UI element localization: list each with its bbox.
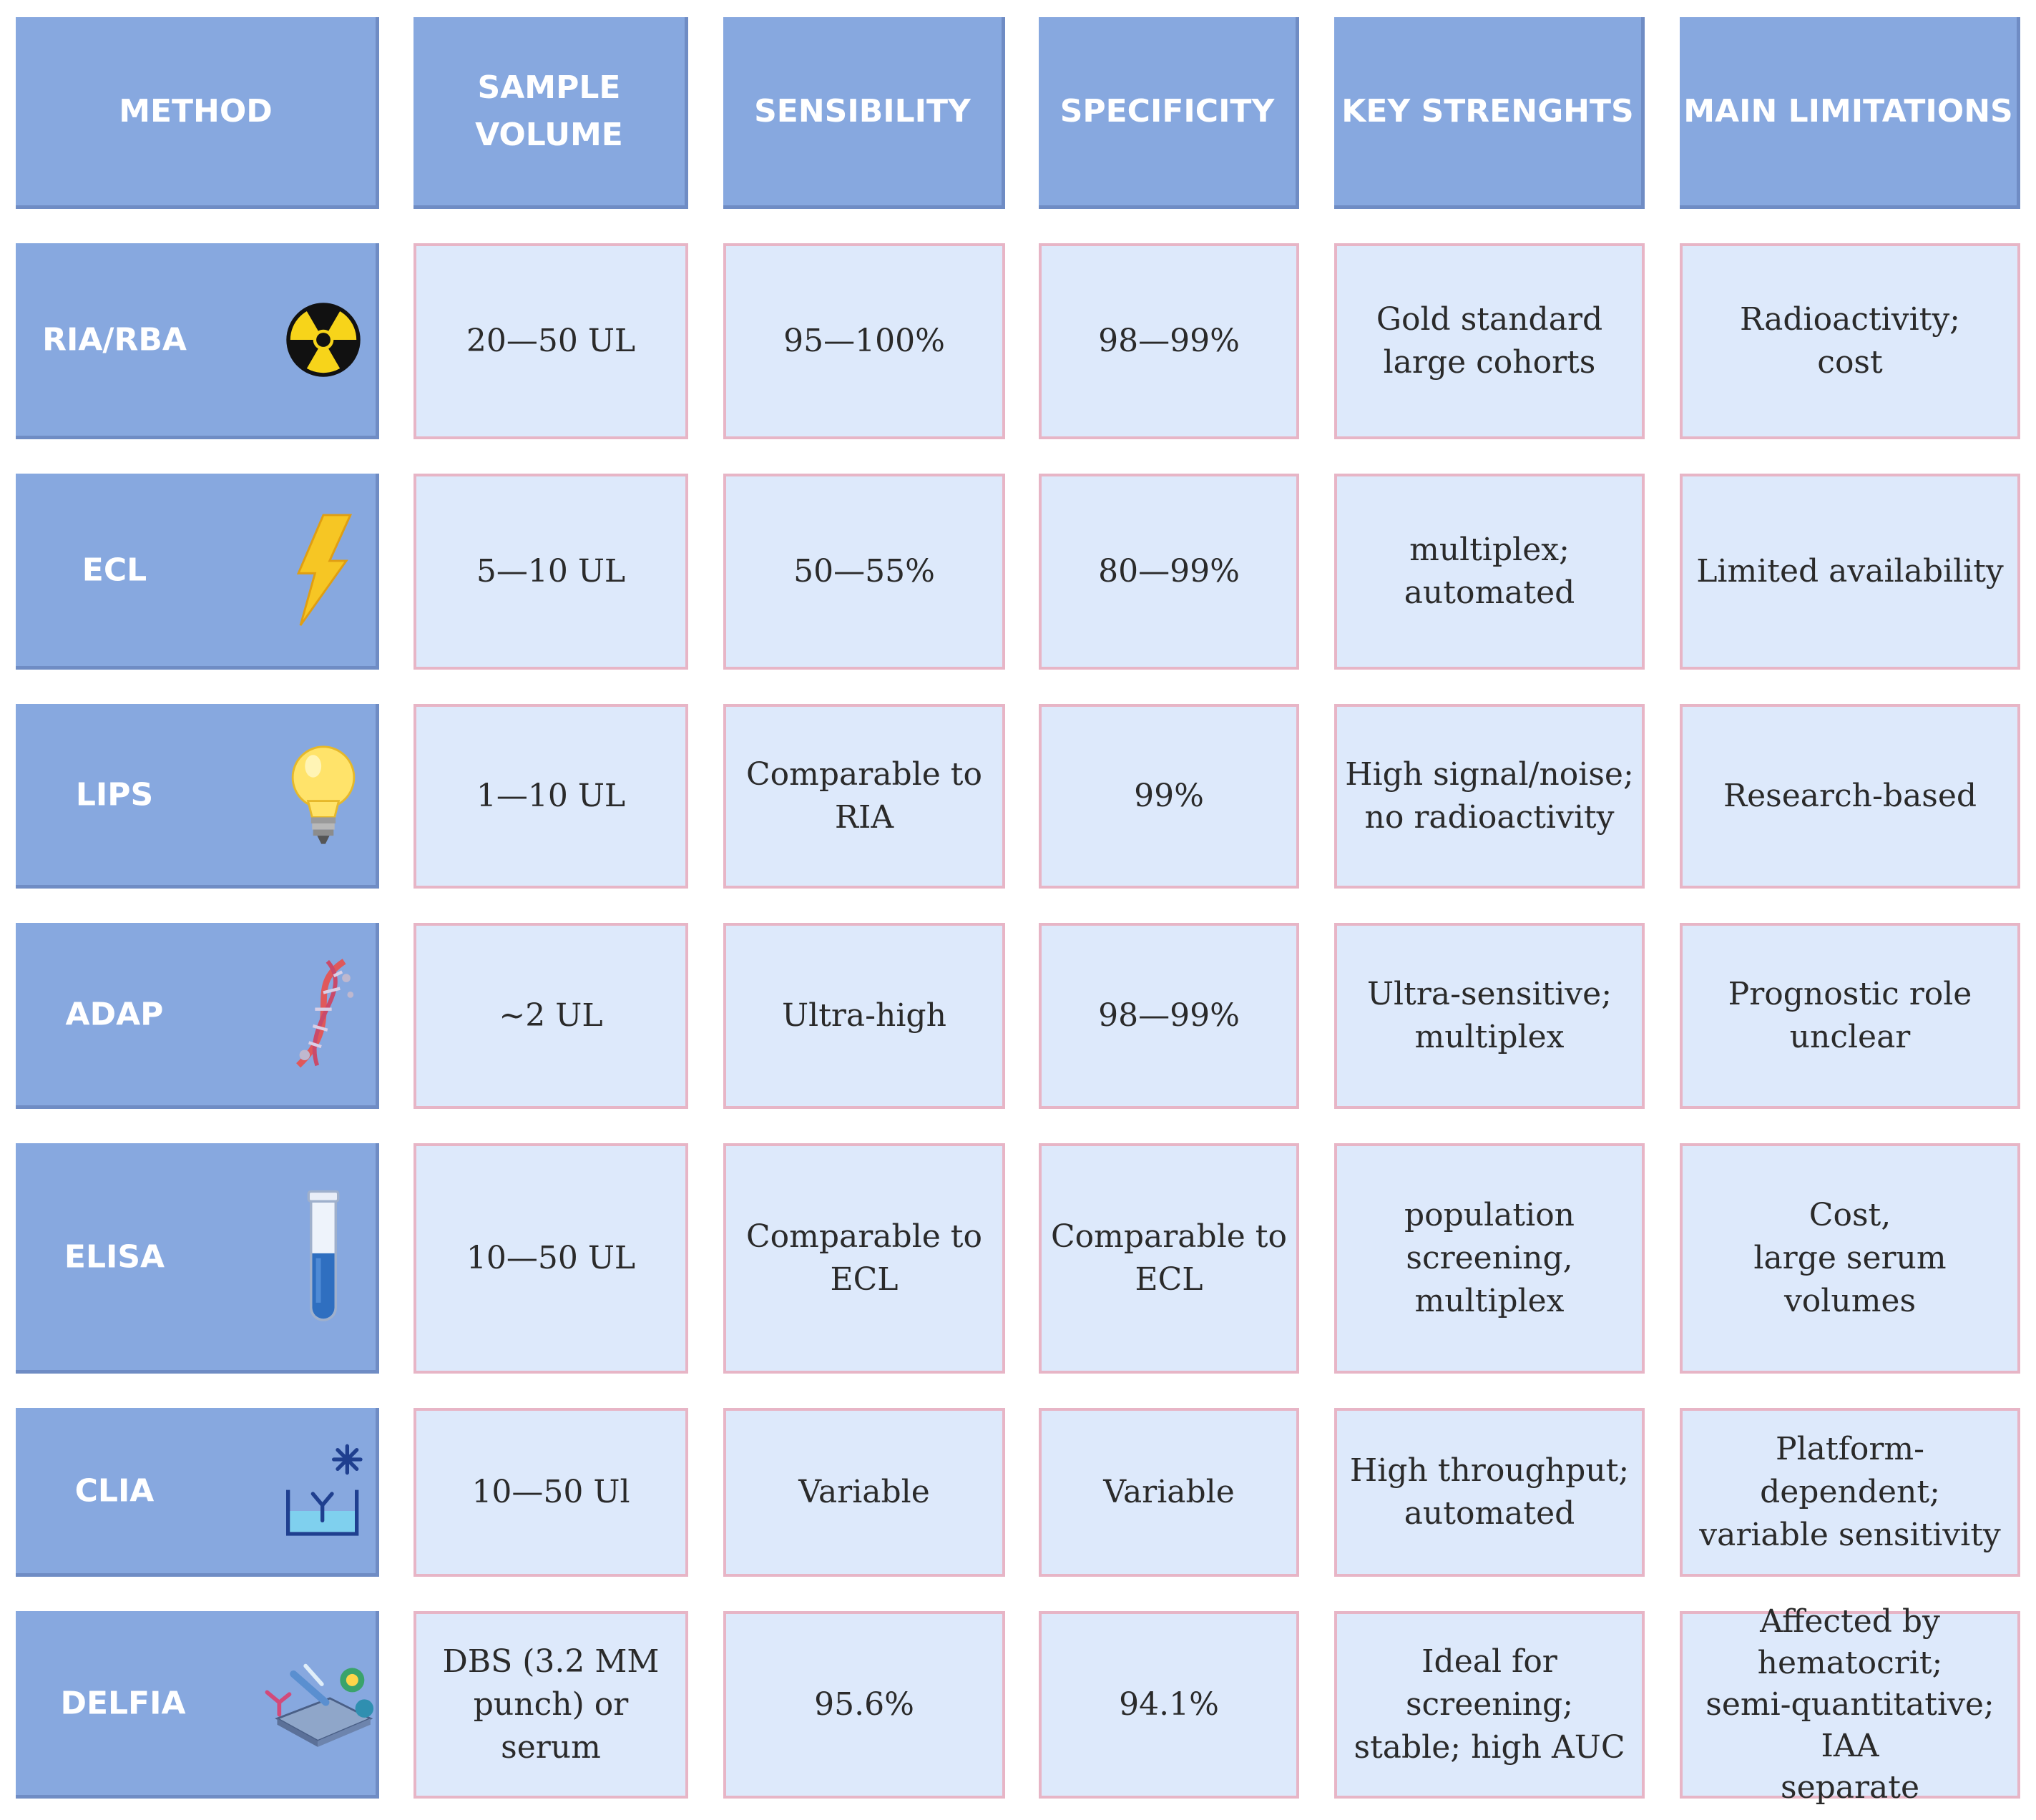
cell-text: High throughput; automated — [1349, 1452, 1630, 1532]
key-strengths-cell — [1334, 1143, 1645, 1374]
cell-text: Gold standard large cohorts — [1376, 301, 1603, 381]
cell-text: Radioactivity; cost — [1739, 301, 1961, 381]
cell-text: 50—55% — [793, 553, 935, 589]
cell-text: 20—50 UL — [466, 323, 636, 359]
sensibility-cell — [723, 1611, 1005, 1799]
header-main-limitations-label: MAIN LIMITATIONS — [1683, 92, 2013, 129]
specificity-cell — [1039, 474, 1299, 670]
specificity-cell — [1039, 243, 1299, 439]
method-cell-clia — [16, 1408, 379, 1577]
cell-text: DBS (3.2 MM punch) or serum — [442, 1643, 660, 1766]
header-method — [16, 17, 379, 209]
method-label: RIA/RBA — [42, 321, 187, 358]
main-limitations-cell — [1680, 243, 2020, 439]
cell-text: High signal/noise; no radioactivity — [1345, 756, 1634, 836]
specificity-cell — [1039, 923, 1299, 1109]
header-sensibility-label: SENSIBILITY — [754, 92, 971, 129]
header-main-limitations — [1680, 17, 2020, 209]
main-limitations-cell — [1680, 1143, 2020, 1374]
sample-volume-cell — [413, 1611, 688, 1799]
method-cell-lips — [16, 704, 379, 889]
sample-volume-cell — [413, 243, 688, 439]
method-label: DELFIA — [60, 1685, 186, 1721]
method-cell-ecl — [16, 474, 379, 670]
sample-volume-cell — [413, 1143, 688, 1374]
cell-text: Ultra-high — [782, 997, 946, 1034]
main-limitations-cell — [1680, 474, 2020, 670]
cell-text: multiplex; automated — [1404, 532, 1575, 611]
method-cell-elisa — [16, 1143, 379, 1374]
light-bulb-icon — [273, 741, 373, 848]
method-label: CLIA — [74, 1472, 155, 1509]
sensibility-cell — [723, 1143, 1005, 1374]
cell-text: Variable — [1103, 1474, 1235, 1510]
specificity-cell — [1039, 704, 1299, 889]
main-limitations-cell — [1680, 704, 2020, 889]
cell-text: Platform-dependent; variable sensitivity — [1699, 1431, 2001, 1553]
cell-text: Comparable to RIA — [746, 756, 982, 836]
sensibility-cell — [723, 474, 1005, 670]
key-strengths-cell — [1334, 243, 1645, 439]
main-limitations-cell — [1680, 1408, 2020, 1577]
header-specificity — [1039, 17, 1299, 209]
cell-text: 94.1% — [1119, 1686, 1219, 1723]
sample-volume-cell — [413, 474, 688, 670]
radiation-icon — [273, 290, 373, 390]
key-strengths-cell — [1334, 1611, 1645, 1799]
cell-text: 1—10 UL — [476, 778, 626, 814]
specificity-cell — [1039, 1408, 1299, 1577]
sample-volume-cell — [413, 1408, 688, 1577]
cell-text: Cost, large serum volumes — [1753, 1197, 1947, 1319]
cell-text: Prognostic role unclear — [1728, 976, 1972, 1055]
key-strengths-cell — [1334, 1408, 1645, 1577]
main-limitations-cell — [1680, 1603, 2020, 1806]
antibody-well-icon — [273, 1437, 373, 1545]
cell-text: 95—100% — [783, 323, 945, 359]
cell-text: Comparable to ECL — [1051, 1218, 1287, 1298]
sensibility-cell — [723, 243, 1005, 439]
method-label: ECL — [82, 552, 147, 588]
header-sample-volume — [413, 17, 688, 209]
cell-text: 99% — [1134, 778, 1204, 814]
cell-text: 98—99% — [1098, 323, 1240, 359]
lightning-icon — [273, 513, 373, 627]
sensibility-cell — [723, 704, 1005, 889]
sensibility-cell — [723, 1408, 1005, 1577]
cell-text: Ideal for screening; stable; high AUC — [1354, 1643, 1625, 1766]
header-key-strengths-label: KEY STRENGHTS — [1341, 92, 1634, 129]
test-tube-icon — [273, 1189, 373, 1325]
header-sensibility — [723, 17, 1005, 209]
specificity-cell — [1039, 1143, 1299, 1374]
main-limitations-cell — [1680, 923, 2020, 1109]
specificity-cell — [1039, 1611, 1299, 1799]
key-strengths-cell — [1334, 474, 1645, 670]
cell-text: 80—99% — [1098, 553, 1240, 589]
cell-text: Affected by hematocrit; semi-quantitative; IAA separate — [1705, 1603, 1995, 1806]
cell-text: 95.6% — [814, 1686, 914, 1723]
cell-text: population screening, multiplex — [1404, 1197, 1575, 1319]
cell-text: 5—10 UL — [476, 553, 626, 589]
cell-text: Research-based — [1723, 778, 1977, 814]
cell-text: ~2 UL — [499, 997, 603, 1034]
method-cell-delfia — [16, 1611, 379, 1799]
method-label: ELISA — [64, 1238, 165, 1275]
method-cell-ria-rba — [16, 243, 379, 439]
sample-volume-cell — [413, 923, 688, 1109]
cell-text: Limited availability — [1696, 553, 2004, 589]
header-specificity-label: SPECIFICITY — [1059, 92, 1275, 129]
sensibility-cell — [723, 923, 1005, 1109]
cell-text: 10—50 UL — [466, 1240, 636, 1276]
cell-text: 98—99% — [1098, 997, 1240, 1034]
header-method-label: METHOD — [119, 92, 273, 129]
dna-icon — [273, 957, 373, 1072]
cell-text: Ultra-sensitive; multiplex — [1366, 976, 1612, 1055]
cell-text: Variable — [798, 1474, 930, 1510]
lab-assay-icon — [259, 1650, 381, 1757]
method-label: LIPS — [75, 776, 154, 813]
key-strengths-cell — [1334, 704, 1645, 889]
method-label: ADAP — [65, 996, 164, 1032]
sample-volume-cell — [413, 704, 688, 889]
header-key-strengths — [1334, 17, 1645, 209]
header-sample-volume-label: SAMPLE VOLUME — [475, 69, 623, 153]
cell-text: Comparable to ECL — [746, 1218, 982, 1298]
key-strengths-cell — [1334, 923, 1645, 1109]
method-cell-adap — [16, 923, 379, 1109]
cell-text: 10—50 Ul — [471, 1474, 630, 1510]
